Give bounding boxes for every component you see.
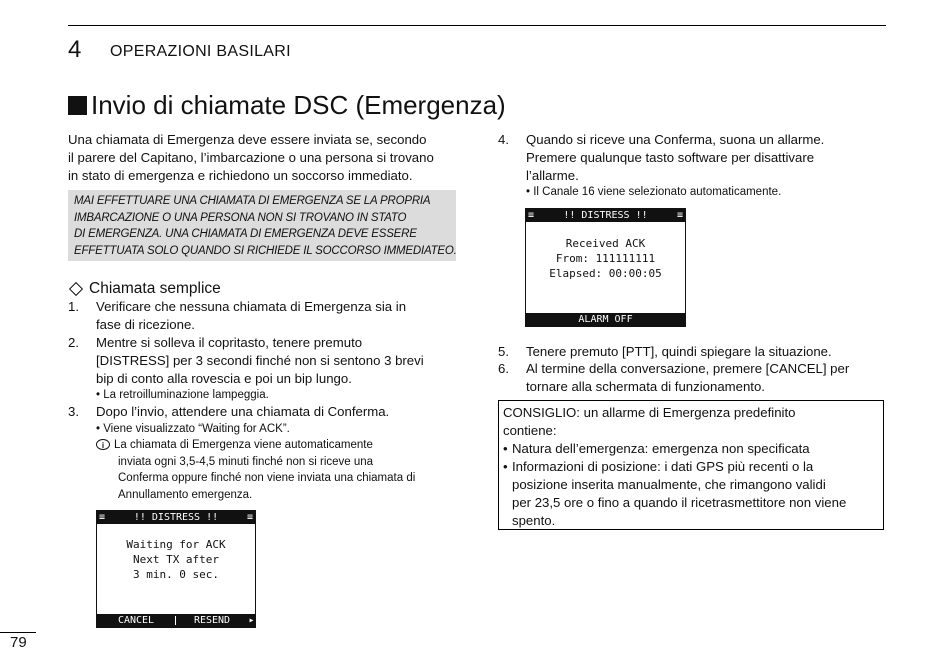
chapter-title: OPERAZIONI BASILARI [110,43,291,60]
step-number: 4. [498,132,509,147]
tip-line: contiene: [503,423,557,438]
tip-bullet-line: per 23,5 ore o fino a quando il ricetrasmettitore non viene [512,495,847,510]
intro-line: Una chiamata di Emergenza deve essere inviata se, secondo [68,132,427,147]
warning-line: EFFETTUATA SOLO QUANDO SI RICHIEDE IL SOCCORSO IMMEDIATEO. [74,244,457,257]
menu-icon: ≡ [99,512,106,523]
lcd-line: Received ACK [565,237,646,250]
lcd-title: !! DISTRESS !! [133,512,219,523]
info-line: La chiamata di Emergenza viene automaticamente [114,439,373,451]
step-3-note: • Viene visualizzato “Waiting for ACK”. [96,423,290,435]
menu-icon: ≡ [528,210,535,221]
step-5 [498,343,888,361]
step-3-info [96,437,466,503]
warning-line: IMBARCAZIONE O UNA PERSONA NON SI TROVANO IN STATO [74,211,407,224]
step-number: 6. [498,361,509,376]
info-line: inviata ogni 3,5-4,5 minuti finché non si riceve una [118,455,374,468]
arrow-right-icon: ▸ [248,615,255,626]
step-number: 3. [68,404,79,419]
tip-bullet-line: posizione inserita manualmente, che rimangono validi [512,477,826,492]
softkey-alarm-off[interactable]: ALARM OFF [578,314,633,325]
step-1 [68,298,463,334]
tip-bullet-line: spento. [512,513,556,528]
lcd-title: !! DISTRESS !! [563,210,648,221]
header-rule [68,25,886,26]
menu-icon: ≡ [246,512,253,523]
bullet-icon: • [503,459,508,474]
info-line: Conferma oppure finché non viene inviata una chiamata di [118,472,416,484]
step-line: Quando si riceve una Conferma, suona un allarme. [526,132,825,147]
info-line: Annullamento emergenza. [118,488,253,501]
tip-bullet-line: Natura dell’emergenza: emergenza non specificata [512,441,810,456]
step-line: Dopo l’invio, attendere una chiamata di Conferma. [96,404,390,419]
lcd-title-bar [526,209,685,222]
step-line: Mentre si solleva il copritasto, tenere premuto [96,335,363,350]
menu-icon: ≡ [676,210,683,221]
tip-text [503,404,883,530]
chapter-number: 4 [68,36,82,63]
section-title [68,88,506,122]
step-4-note: • Il Canale 16 viene selezionato automaticamente. [526,186,782,198]
step-line: Premere qualunque tasto software per disattivare [526,150,815,165]
info-icon: i [96,439,110,450]
intro-line: in stato di emergenza e richiedono un soccorso immediato. [68,168,413,183]
step-number: 5. [498,344,509,359]
step-line: Al termine della conversazione, premere [CANCEL] per [526,361,850,376]
tip-bullet [503,440,883,458]
lcd-softkey-bar [97,614,255,627]
step-line: Tenere premuto [PTT], quindi spiegare la situazione. [526,344,832,359]
step-line: fase di ricezione. [96,317,195,332]
square-bullet-icon [68,96,87,115]
warning-line: MAI EFFETTUARE UNA CHIAMATA DI EMERGENZA SE LA PROPRIA [74,195,431,207]
step-line: Verificare che nessuna chiamata di Emergenza sia in [96,299,407,314]
lcd-line: 3 min. 0 sec. [132,568,220,581]
step-4 [498,131,888,185]
step-2-note: • La retroilluminazione lampeggia. [96,389,269,401]
lcd-line: Elapsed: 00:00:05 [549,267,662,280]
lcd-screen-waiting [96,510,256,628]
softkey-resend[interactable]: RESEND [193,615,231,626]
lcd-message [526,236,685,281]
step-line: bip di conto alla rovescia e poi un bip lungo. [96,371,352,386]
tip-bullet-line: Informazioni di posizione: i dati GPS più recenti o la [512,459,814,474]
step-6 [498,360,888,396]
step-line: tornare alla schermata di funzionamento. [526,379,765,394]
step-line: [DISTRESS] per 3 secondi finché non si sentono 3 brevi [96,353,424,368]
intro-paragraph [68,131,463,185]
lcd-line: Waiting for ACK [126,538,226,551]
step-line: l’allarme. [526,168,579,183]
step-3 [68,403,463,421]
lcd-message [97,537,255,582]
subsection-title-text: Chiamata semplice [89,280,221,297]
intro-line: il parere del Capitano, l’imbarcazione o una persona si trovano [68,150,434,165]
softkey-cancel[interactable]: CANCEL [117,615,155,626]
step-2 [68,334,463,388]
step-number: 1. [68,299,79,314]
warning-text [74,193,458,259]
diamond-icon [69,282,83,296]
lcd-title-bar [97,511,255,524]
tip-bullet [503,458,883,530]
subsection-title [68,280,221,298]
bullet-icon: • [503,441,508,456]
warning-line: DI EMERGENZA. UNA CHIAMATA DI EMERGENZA DEVE ESSERE [74,228,417,240]
lcd-line: Next TX after [132,553,220,566]
section-title-text: Invio di chiamate DSC (Emergenza) [91,90,506,120]
tip-line: CONSIGLIO: un allarme di Emergenza predefinito [503,405,796,420]
page-number: 79 [10,634,27,651]
lcd-softkey-bar [526,313,685,326]
lcd-line: From: 111111111 [555,252,656,265]
lcd-screen-received [525,208,686,327]
step-number: 2. [68,335,79,350]
